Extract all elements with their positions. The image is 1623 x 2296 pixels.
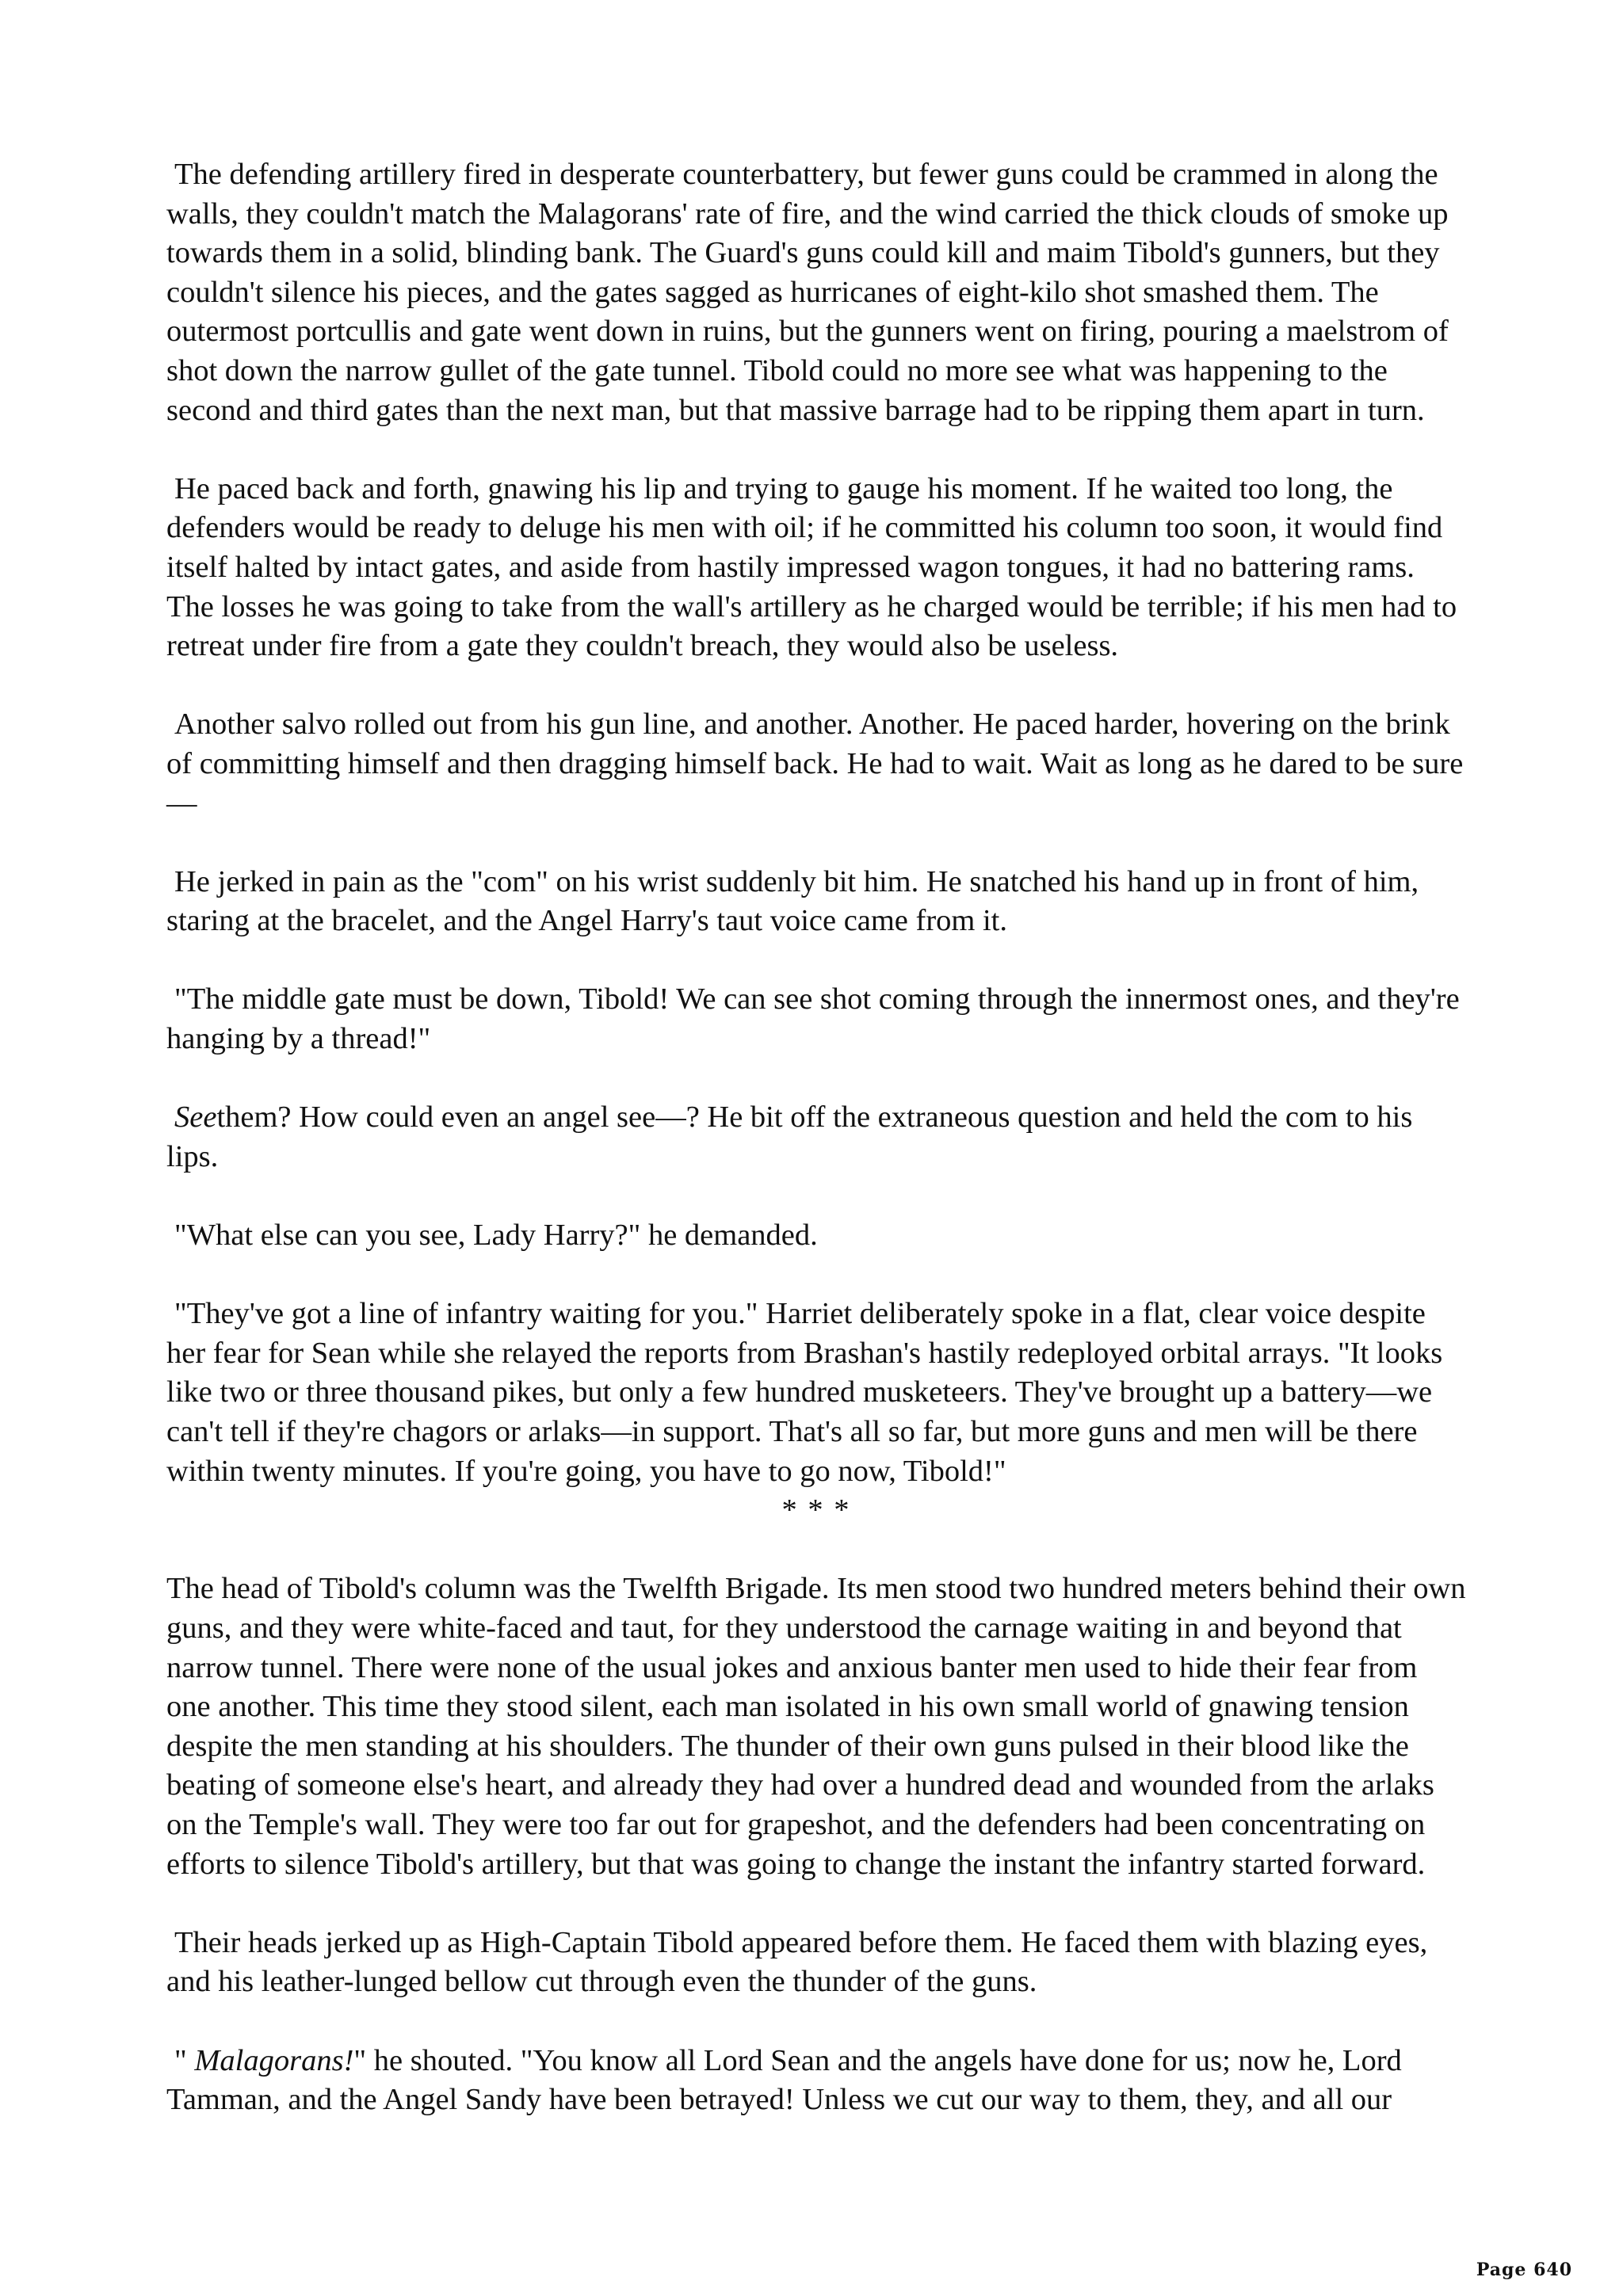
paragraph: [166, 2042, 1466, 2120]
italic-text: See: [174, 1100, 217, 1135]
paragraph: "The middle gate must be down, Tibold! We can see shot coming through the innermost ones, and they're hanging by a thread!": [166, 982, 1460, 1056]
paragraph: [166, 1098, 1466, 1177]
paragraph: Another salvo rolled out from his gun line, and another. Another. He paced harder, hovering on the brink of committing himself and then dragging himself back. He had to wait. Wait as long as he dared to be sure—: [166, 707, 1464, 820]
paragraph: He paced back and forth, gnawing his lip and trying to gauge his moment. If he waited too long, the defenders would be ready to deluge his men with oil; if he committed his column too soon, it would find itself halted by intact gates, and aside from hastily impressed wagon tongues, it had no battering rams. The losses he was going to take from the wall's artillery as he charged would be terrible; if his men had to retreat under fire from a gate they couldn't breach, they would also be useless.: [166, 471, 1457, 663]
paragraph-text: " he shouted. "You know all Lord Sean and the angels have done for us; now he, Lord Tamman, and the Angel Sandy have been betrayed! Unless we cut our way to them, they, and all our: [166, 2043, 1402, 2117]
paragraph: The defending artillery fired in desperate counterbattery, but fewer guns could be crammed in along the walls, they couldn't match the Malagorans' rate of fire, and the wind carried the thick clouds of smoke up towards them in a solid, blinding bank. The Guard's guns could kill and maim Tibold's gunners, but they couldn't silence his pieces, and the gates sagged as hurricanes of eight-kilo shot smashed them. The outermost portcullis and gate went down in ruins, but the gunners went on firing, pouring a maelstrom of shot down the narrow gullet of the gate tunnel. Tibold could no more see what was happening to the second and third gates than the next man, but that massive barrage had to be ripping them apart in turn.: [166, 158, 1449, 427]
paragraph: "They've got a line of infantry waiting for you." Harriet deliberately spoke in a flat, clear voice despite her fear for Sean while she relayed the reports from Brashan's hastily redeployed orbital arrays. "It looks like two or three thousand pikes, but only a few hundred musketeers. They've brought up a battery—we can't tell if they're chagors or arlaks—in support. That's all so far, but more guns and men will be there within twenty minutes. If you're going, you have to go now, Tibold!": [166, 1297, 1443, 1488]
paragraph: He jerked in pain as the "com" on his wrist suddenly bit him. He snatched his hand up in front of him, staring at the bracelet, and the Angel Harry's taut voice came from it.: [166, 864, 1419, 938]
italic-text: Malagorans!: [194, 2043, 354, 2077]
paragraph-text: ": [174, 2043, 195, 2077]
paragraph: Their heads jerked up as High-Captain Tibold appeared before them. He faced them with blazing eyes, and his leather-lunged bellow cut through even the thunder of the guns.: [166, 1925, 1428, 1999]
paragraph: The head of Tibold's column was the Twelfth Brigade. Its men stood two hundred meters behind their own guns, and they were white-faced and taut, for they understood the carnage waiting in and beyond that narrow tunnel. There were none of the usual jokes and anxious banter men used to hide their fear from one another. This time they stood silent, each man isolated in his own small world of gnawing tension despite the men standing at his shoulders. The thunder of their own guns pulsed in their blood like the beating of someone else's heart, and already they had over a hundred dead and wounded from the arlaks on the Temple's wall. They were too far out for grapeshot, and the defenders had been concentrating on efforts to silence Tibold's artillery, but that was going to change the instant the infantry started forward.: [166, 1572, 1466, 1881]
page-number: Page 640: [1476, 2260, 1572, 2280]
paragraph: "What else can you see, Lady Harry?" he demanded.: [174, 1219, 818, 1253]
page-body: [166, 155, 1466, 2159]
paragraph-text: them? How could even an angel see—? He bit off the extraneous question and held the com to his lips.: [166, 1100, 1413, 1173]
scene-break: * * *: [781, 1493, 851, 1527]
